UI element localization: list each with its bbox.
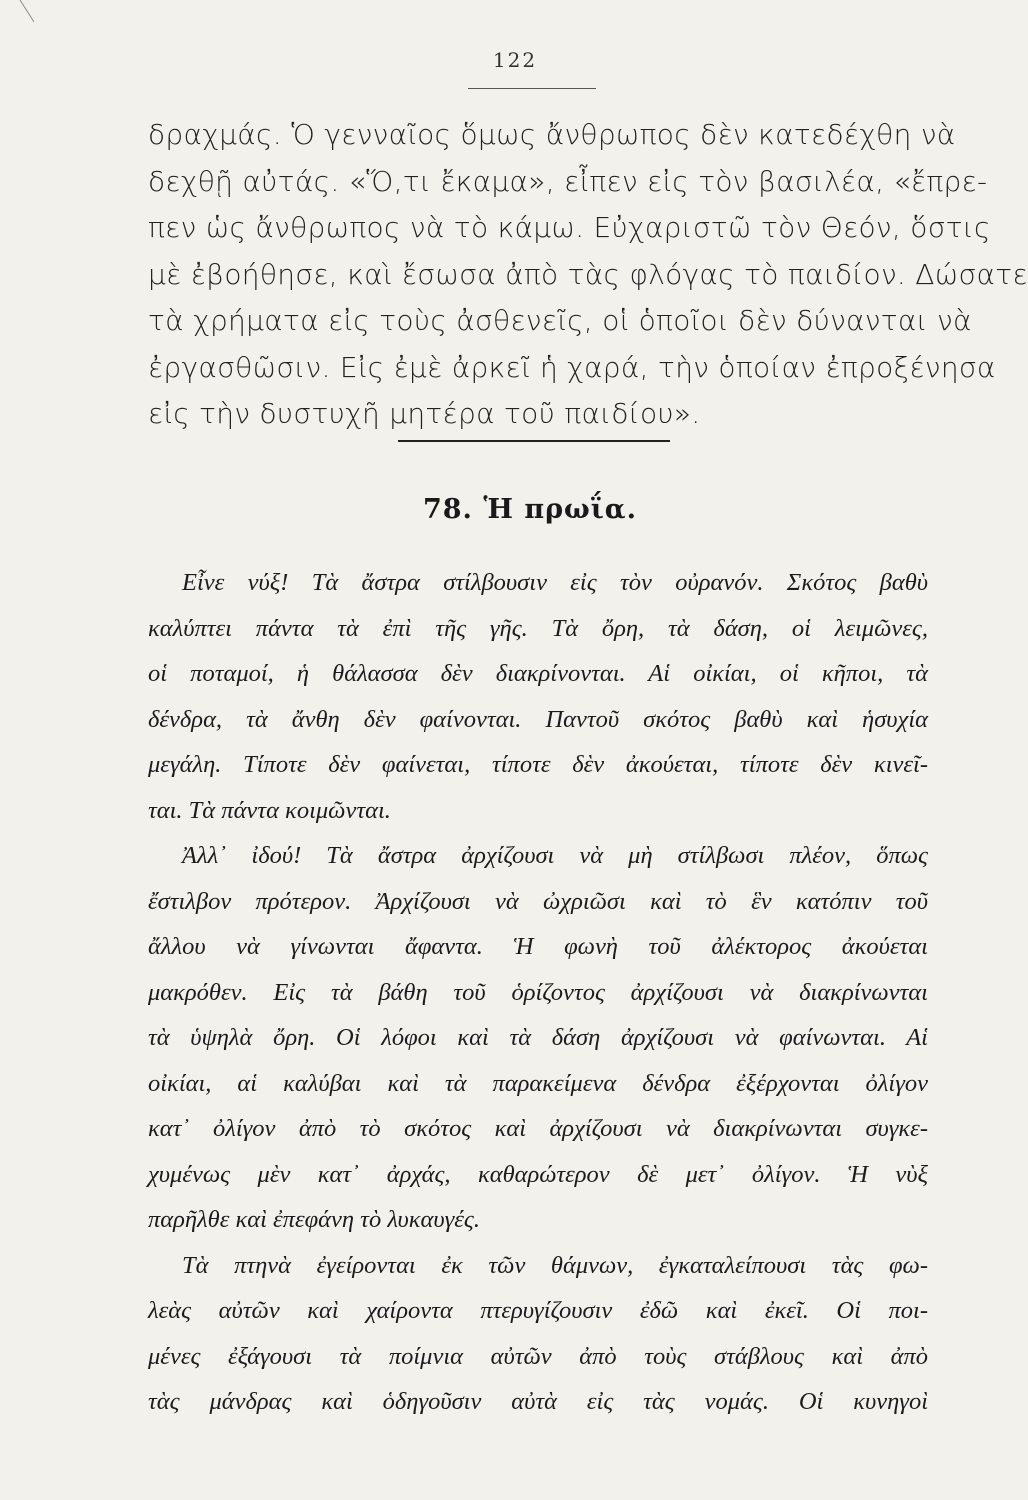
section-number: 78. [422,494,473,525]
text-line: δραχμάς. Ὁ γενναῖος ὅμως ἄνθρωπος δὲν κατεδέχθη νὰ [148,118,956,151]
text-line: μακρόθεν. Εἰς τὰ βάθη τοῦ ὁρίζοντος ἀρχίζουσι νὰ διακρίνωνται [148,978,928,1006]
text-line: οἱ ποταμοί, ἡ θάλασσα δὲν διακρίνονται. Αἱ οἰκίαι, οἱ κῆποι, τὰ [148,660,928,687]
scan-corner-mark [0,0,40,40]
text-line: ἔστιλβον πρότερον. Ἀρχίζουσι νὰ ὠχριῶσι καὶ τὸ ἓν κατόπιν τοῦ [148,887,928,915]
page-number: 122 [492,48,538,72]
text-line: χυμένως μὲν κατ᾿ ἀρχάς, καθαρώτερον δὲ μετ᾿ ὀλίγον. Ἡ νὺξ [148,1160,928,1188]
text-line: δεχθῇ αὐτάς. «Ὅ,τι ἔκαμα», εἶπεν εἰς τὸν βασιλέα, «ἔπρε- [148,164,988,198]
text-line: μεγάλη. Τίποτε δὲν φαίνεται, τίποτε δὲν ἀκούεται, τίποτε δὲν κινεῖ- [148,751,928,778]
text-line: λεὰς αὐτῶν καὶ χαίροντα πτερυγίζουσιν ἐδῶ καὶ ἐκεῖ. Οἱ ποι- [148,1297,928,1324]
section-heading [300,494,760,525]
text-line: παρῆλθε καὶ ἐπεφάνη τὸ λυκαυγές. [148,1206,480,1233]
section-divider [398,440,670,442]
text-line: εἰς τὴν δυστυχῆ μητέρα τοῦ παιδίου». [148,397,701,430]
text-line: τὰ ὑψηλὰ ὄρη. Οἱ λόφοι καὶ τὰ δάση ἀρχίζουσι νὰ φαίνωνται. Αἱ [148,1024,928,1051]
text-line: Εἶνε νύξ! Τὰ ἄστρα στίλβουσιν εἰς τὸν οὐρανόν. Σκότος βαθὺ [182,569,928,596]
text-line: πεν ὡς ἄνθρωπος νὰ τὸ κάμω. Εὐχαριστῶ τὸν Θεόν, ὅστις [148,211,991,244]
text-line: μένες ἐξάγουσι τὰ ποίμνια αὐτῶν ἀπὸ τοὺς στάβλους καὶ ἀπὸ [148,1342,928,1370]
text-line: ἐργασθῶσιν. Εἰς ἐμὲ ἀρκεῖ ἡ χαρά, τὴν ὁποίαν ἐπροξένησα [148,350,996,384]
text-line: τὰ χρήματα εἰς τοὺς ἀσθενεῖς, οἱ ὁποῖοι δὲν δύνανται νὰ [148,304,972,337]
text-line: κατ᾿ ὀλίγον ἀπὸ τὸ σκότος καὶ ἀρχίζουσι νὰ διακρίνωνται συγκε- [148,1115,928,1142]
text-line: τὰς μάνδρας καὶ ὁδηγοῦσιν αὐτὰ εἰς τὰς νομάς. Οἱ κυνηγοὶ [148,1388,928,1415]
text-line: οἰκίαι, αἱ καλύβαι καὶ τὰ παρακείμενα δένδρα ἐξέρχονται ὀλίγον [148,1069,928,1097]
previous-section-text [148,112,1028,438]
text-line: Ἀλλ᾿ ἰδού! Τὰ ἄστρα ἀρχίζουσι νὰ μὴ στίλβωσι πλέον, ὅπως [182,842,928,869]
header-rule [468,88,596,89]
text-line: καλύπτει πάντα τὰ ἐπὶ τῆς γῆς. Τὰ ὄρη, τὰ δάση, οἱ λειμῶνες, [148,614,928,642]
text-line: μὲ ἐβοήθησε, καὶ ἔσωσα ἀπὸ τὰς φλόγας τὸ παιδίον. Δώσατε [148,257,1028,291]
text-line: δένδρα, τὰ ἄνθη δὲν φαίνονται. Παντοῦ σκότος βαθὺ καὶ ἡσυχία [148,705,928,733]
text-line: Τὰ πτηνὰ ἐγείρονται ἐκ τῶν θάμνων, ἐγκαταλείπουσι τὰς φω- [182,1251,928,1279]
text-line: ται. Τὰ πάντα κοιμῶνται. [148,796,391,824]
text-line: ἄλλου νὰ γίνωνται ἄφαντα. Ἡ φωνὴ τοῦ ἀλέκτορος ἀκούεται [148,933,928,960]
section-title: Ἡ πρωΐα. [483,494,637,525]
section-body [148,560,928,1425]
